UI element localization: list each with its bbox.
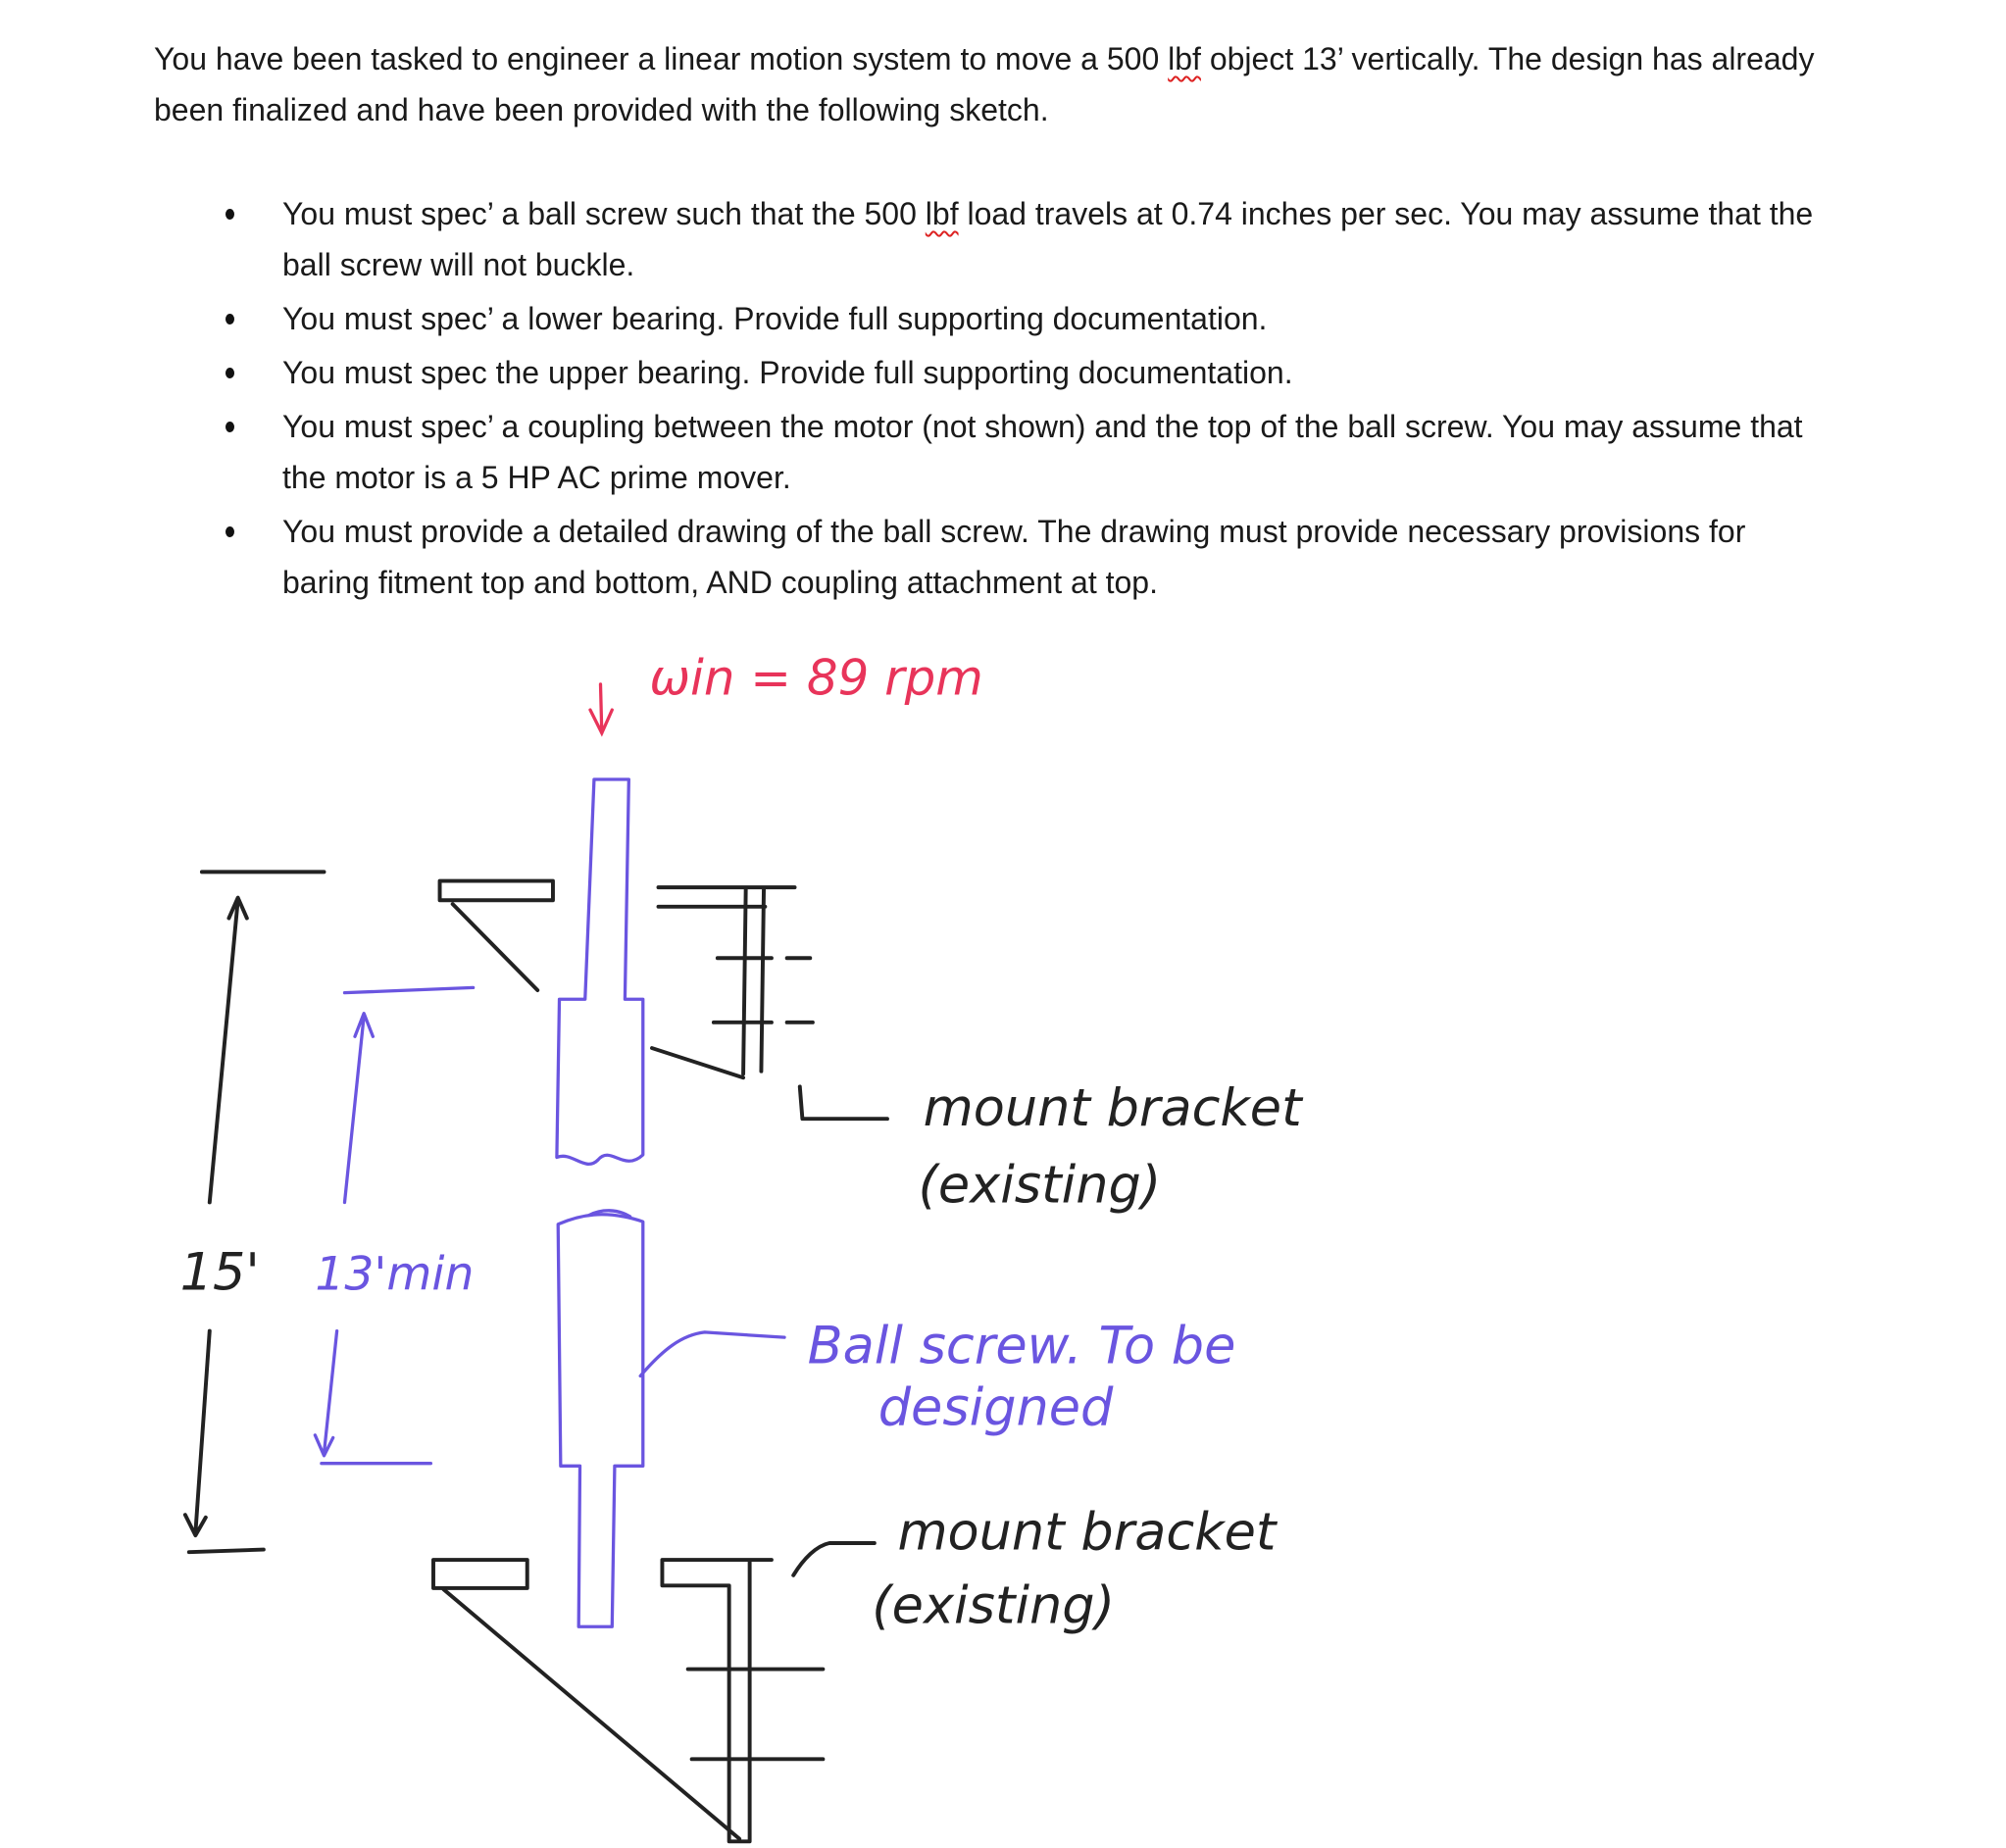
lower-bracket-leader xyxy=(793,1543,875,1575)
upper-bracket-label: mount bracket xyxy=(923,1077,1302,1138)
lower-mount-bracket xyxy=(433,1560,823,1841)
intro-text: You have been tasked to engineer a linear motion system to move a 500 xyxy=(154,41,1169,76)
item-text: You must spec’ a coupling between the motor (not shown) and the top of the ball screw. You may assume that the motor is a 5 HP AC prime mover. xyxy=(282,409,1803,495)
spellcheck-word: lbf xyxy=(1168,41,1201,76)
ball-screw-label-line2: designed xyxy=(878,1377,1114,1438)
ball-screw-drawing xyxy=(557,779,643,1626)
item-text: You must provide a detailed drawing of the ball screw. The drawing must provide necessary provisions for baring fitment top and bottom, AND coupling attachment at top. xyxy=(282,514,1746,600)
overall-height-label: 15' xyxy=(179,1242,260,1303)
upper-bracket-leader xyxy=(800,1086,887,1119)
item-text: You must spec’ a lower bearing. Provide full supporting documentation. xyxy=(282,301,1268,336)
upper-bracket-label-line2: (existing) xyxy=(918,1155,1162,1216)
intro-text: object 13’ vertically. The design has already been finalized and have been provided with the following sketch. xyxy=(154,41,1815,127)
ball-screw-leader xyxy=(640,1332,784,1376)
travel-height-label: 13'min xyxy=(315,1247,475,1302)
item-text: You must spec the upper bearing. Provide full supporting documentation. xyxy=(282,355,1293,390)
lower-bracket-label: mount bracket xyxy=(897,1502,1277,1563)
ball-screw-label: Ball screw. To be xyxy=(807,1316,1236,1376)
input-speed-label: ωin = 89 rpm xyxy=(649,649,983,707)
travel-dimension xyxy=(315,987,473,1463)
item-text: load travels at 0.74 inches per sec. You may assume that the ball screw will not buckle. xyxy=(282,196,1814,282)
spellcheck-word: lbf xyxy=(925,196,959,231)
item-text: You must spec’ a ball screw such that the 500 xyxy=(282,196,926,231)
lower-bracket-label-line2: (existing) xyxy=(872,1575,1116,1636)
overall-height-dimension xyxy=(185,872,325,1552)
input-arrow-icon xyxy=(590,684,612,733)
